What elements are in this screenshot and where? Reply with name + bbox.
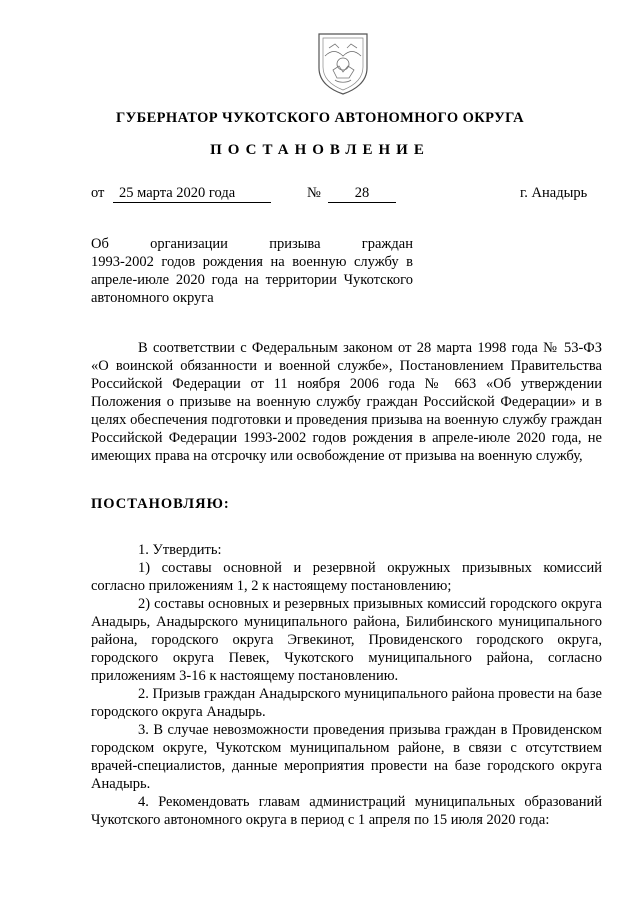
subject-line-1 [91, 235, 413, 253]
clause-1-1: 1) составы основной и резервной окружных призывных комиссий согласно приложениям 1, 2 к настоящему постановлению; [91, 560, 602, 594]
date-prefix: от [91, 185, 105, 201]
document-type-title: ПОСТАНОВЛЕНИЕ [210, 142, 430, 158]
subject-word: Об [91, 236, 109, 252]
clause-1: 1. Утвердить: [138, 542, 222, 558]
subject-word: организации [150, 236, 228, 252]
document-subject [91, 235, 413, 307]
issuing-authority: ГУБЕРНАТОР ЧУКОТСКОГО АВТОНОМНОГО ОКРУГА [115, 110, 525, 126]
clause-2: 2. Призыв граждан Анадырского муниципального района провести на базе городского округа Анадырь. [91, 686, 602, 720]
document-number: 28 [328, 185, 396, 203]
decree-heading: ПОСТАНОВЛЯЮ: [91, 496, 230, 512]
clauses-list [91, 541, 602, 829]
subject-line-4: автономного округа [91, 290, 214, 306]
subject-line-3: апреле-июле 2020 года на территории Чукотского [91, 272, 413, 288]
clause-1-2: 2) составы основных и резервных призывных комиссий городского округа Анадырь, Анадырского муниципального района, Билибинского муниципального района, городского округа Эгвекинот, Провиденского городского округа, городского округа Певек, Чукотского муниципального района, согласно приложениям 3-16 к настоящему постановлению. [91, 596, 602, 684]
preamble-paragraph: В соответствии с Федеральным законом от 28 марта 1998 года № 53-ФЗ «О воинской обязанности и военной службе», Постановлением Правительства Российской Федерации от 11 ноября 2006 года № 663 «Об утверждении Положения о призыве на военную службу граждан Российской Федерации» и в целях обеспечения подготовки и проведения призыва на военную службу граждан Российской Федерации 1993-2002 годов рождения в апреле-июле 2020 года, не имеющих права на отсрочку или освобождение от призыва на военную службу, [91, 340, 602, 464]
preamble [91, 339, 602, 465]
coat-of-arms-chukotka-icon [313, 30, 373, 96]
subject-word: призыва [269, 236, 321, 252]
document-date: 25 марта 2020 года [113, 185, 271, 203]
clause-3: 3. В случае невозможности проведения призыва граждан в Провиденском городском округе, Чукотском муниципальном районе, в связи с отсутствием врачей-специалистов, данные мероприятия провести на базе городского округа Анадырь. [91, 722, 602, 792]
number-label: № [307, 185, 321, 201]
subject-word: граждан [361, 236, 413, 252]
subject-line-2: 1993-2002 годов рождения на военную службу в [91, 254, 413, 270]
document-city: г. Анадырь [520, 185, 588, 201]
clause-4: 4. Рекомендовать главам администраций муниципальных образований Чукотского автономного округа в период с 1 апреля по 15 июля 2020 года: [91, 794, 602, 828]
